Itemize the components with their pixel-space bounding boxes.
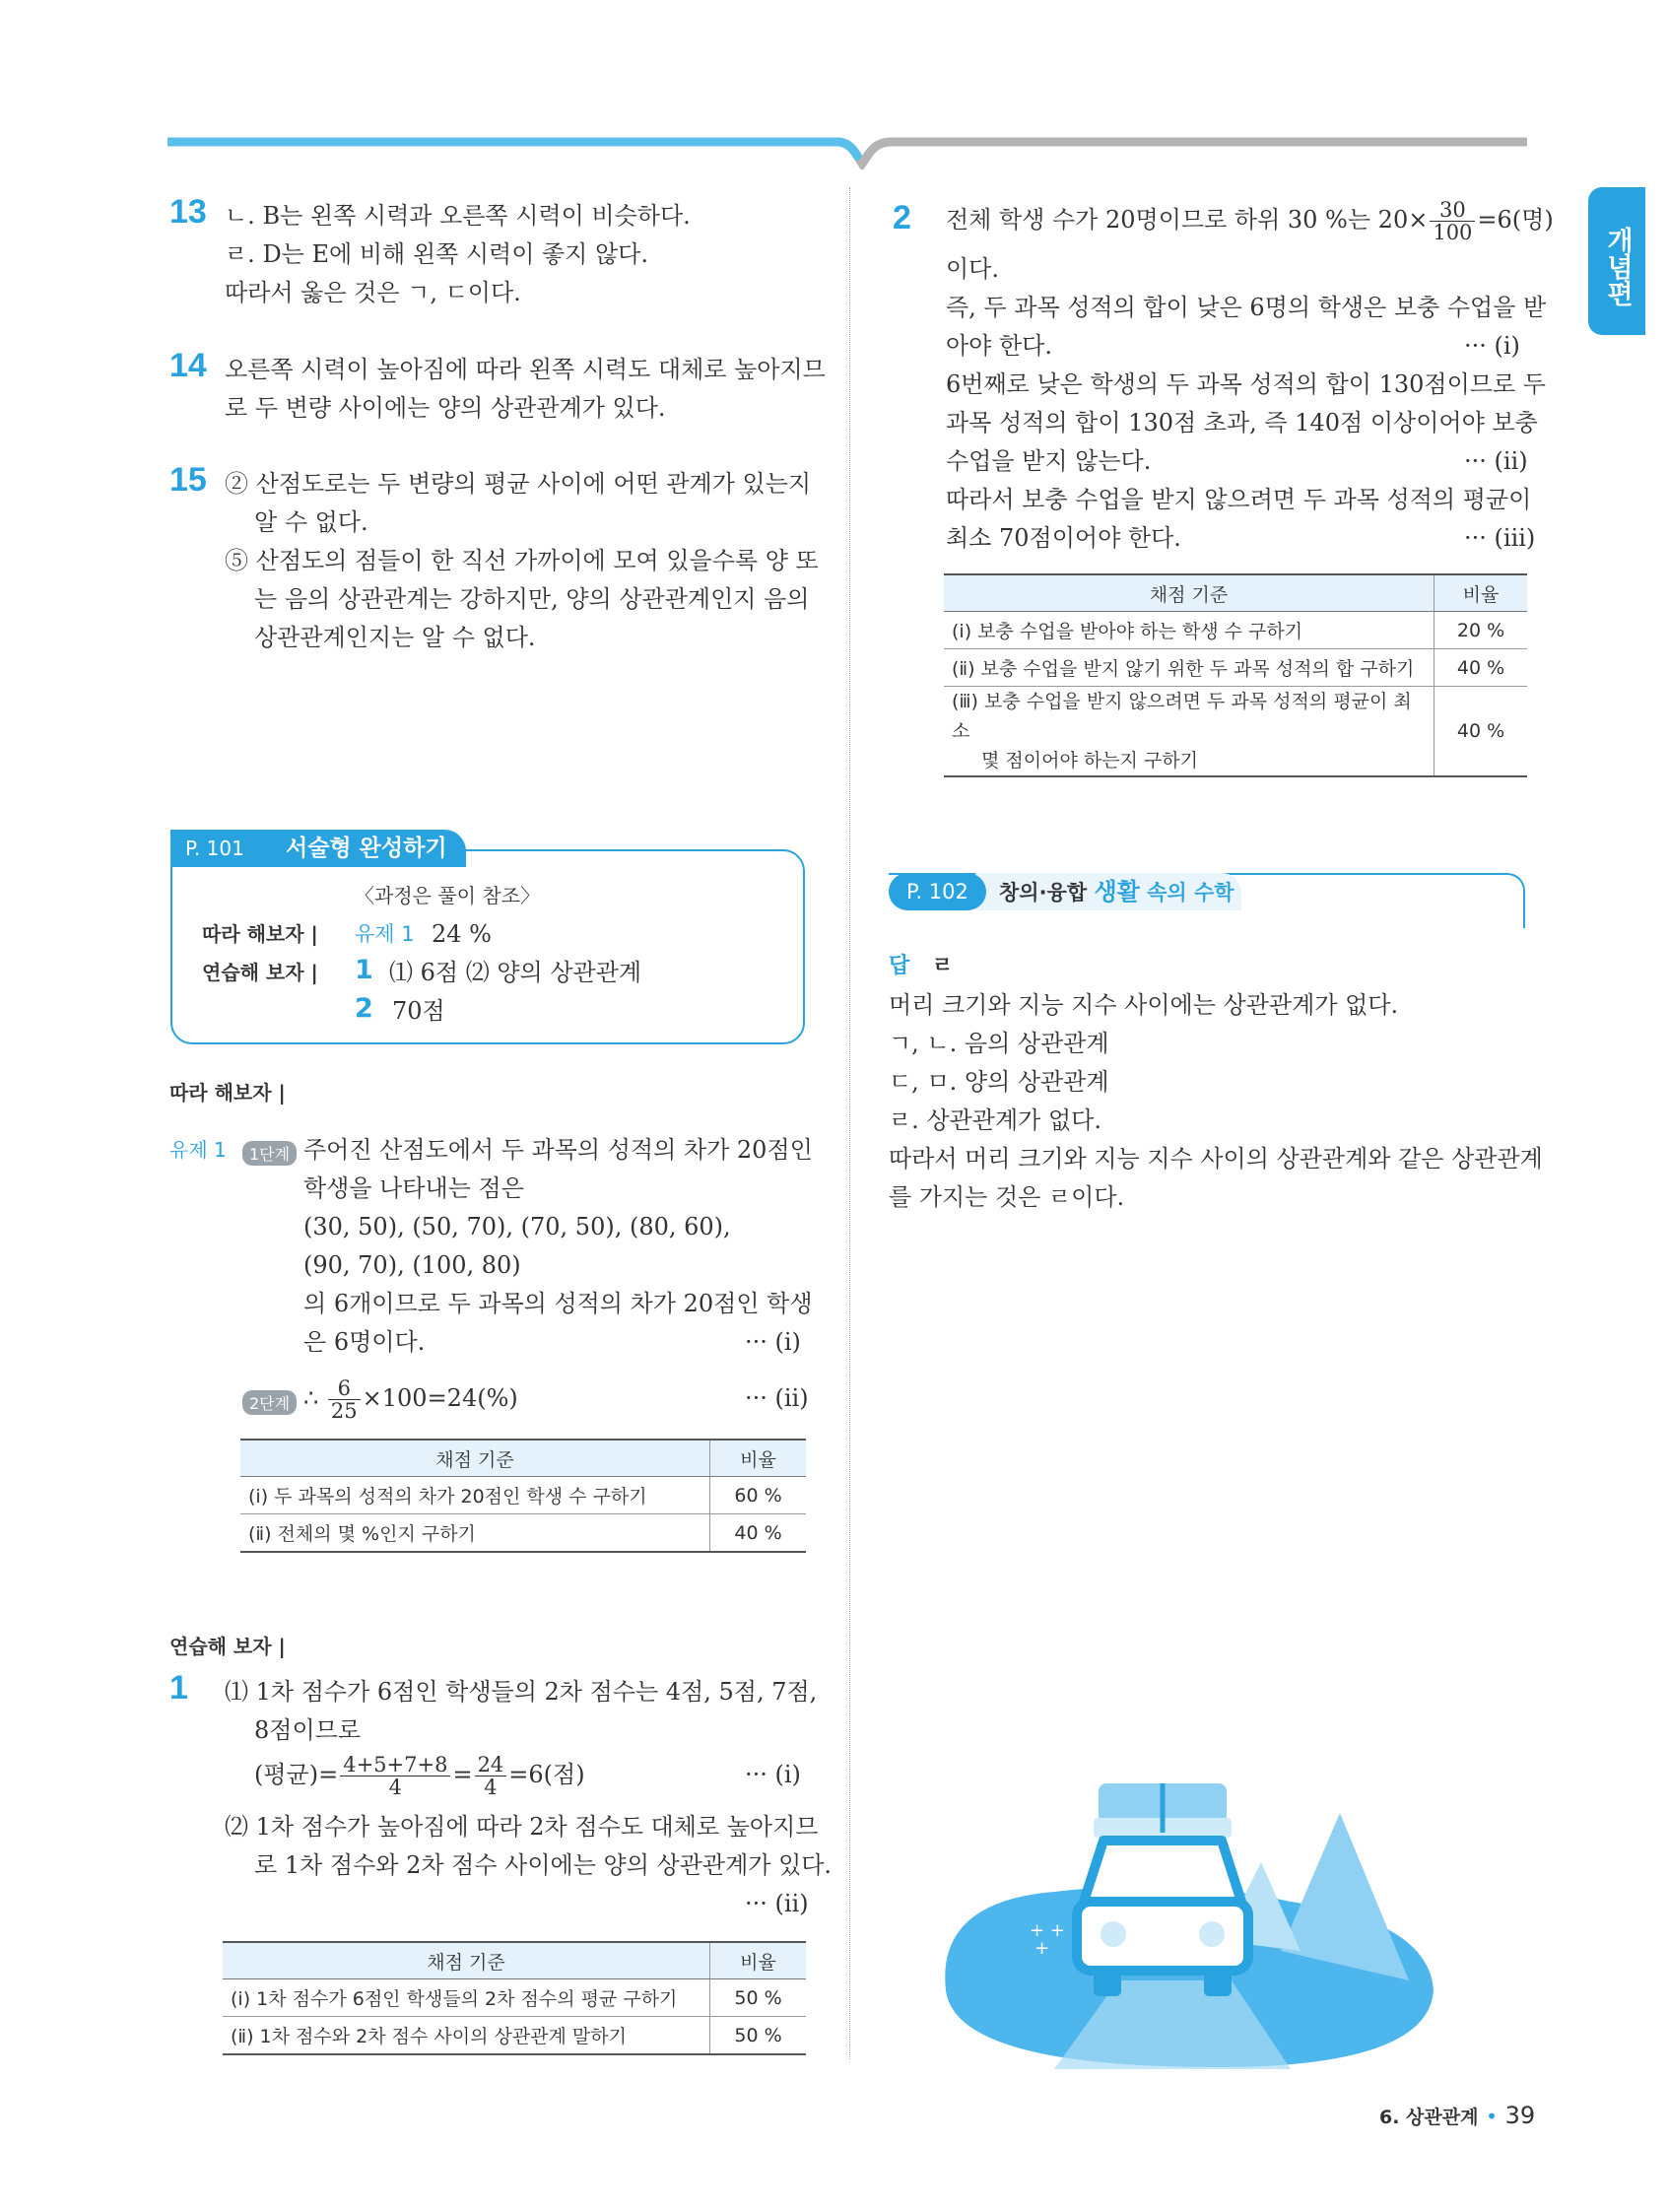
svg-text:+: +: [1034, 1938, 1050, 1959]
q2-number: 2: [893, 199, 911, 236]
table-cell: (ⅱ) 전체의 몇 %인지 구하기: [240, 1514, 710, 1553]
p102-title-a: 창의·융합: [999, 881, 1088, 905]
q2-text: =6(명): [1477, 206, 1554, 234]
practice-criteria-table: [223, 1941, 806, 2055]
q2-mark: ··· (ⅱ): [1464, 447, 1528, 475]
avg-rest: =6(점): [508, 1761, 585, 1788]
avg-numerator: 24: [475, 1754, 507, 1776]
q2-line: 과목 성적의 합이 130점 초과, 즉 140점 이상이어야 보충: [946, 409, 1538, 436]
calc-numerator: 6: [328, 1377, 361, 1400]
page-footer: [1379, 2099, 1535, 2134]
table-cell: (ⅰ) 두 과목의 성적의 차가 20점인 학생 수 구하기: [240, 1477, 710, 1514]
summary-row1-value: 24 %: [432, 920, 492, 948]
q2-numerator: 30: [1430, 199, 1475, 222]
q14-line: 로 두 변량 사이에는 양의 상관관계가 있다.: [225, 394, 666, 422]
table-cell: 40 %: [1434, 649, 1528, 687]
summary-row2-value: ⑴ 6점 ⑵ 양의 상관관계: [389, 959, 642, 986]
table-row: [240, 1477, 806, 1514]
practice-line: ⑵ 1차 점수가 높아짐에 따라 2차 점수도 대체로 높아지므: [225, 1813, 819, 1841]
q2-line: 따라서 보충 수업을 받지 않으려면 두 과목 성적의 평균이: [946, 486, 1532, 513]
table-row: [223, 2017, 806, 2055]
q2-line: 수업을 받지 않는다.: [946, 447, 1152, 475]
q15-line: 는 음의 상관관계는 강하지만, 양의 상관관계인지 음의: [254, 585, 810, 613]
q14-number: 14: [169, 347, 207, 384]
follow-line: 의 6개이므로 두 과목의 성적의 차가 20점인 학생: [303, 1290, 813, 1317]
summary-title: 서술형 완성하기: [286, 836, 447, 861]
table-cell: 40 %: [1434, 687, 1528, 777]
equals-sign: =: [452, 1761, 473, 1788]
header-bar: [167, 134, 1527, 169]
table-row: [223, 1979, 806, 2017]
practice-line: ⑴ 1차 점수가 6점인 학생들의 2차 점수는 4점, 5점, 7점,: [225, 1678, 818, 1706]
q2-line1: [946, 193, 1554, 246]
q13-line: 따라서 옳은 것은 ㄱ, ㄷ이다.: [225, 279, 521, 306]
follow-heading: 따라 해보자 |: [169, 1081, 286, 1105]
follow-line: 은 6명이다.: [303, 1328, 426, 1356]
q2-criteria-table: [944, 573, 1527, 777]
q13-line: ㄴ. B는 왼쪽 시력과 오른쪽 시력이 비슷하다.: [225, 202, 691, 230]
q15-number: 15: [169, 461, 207, 499]
q15-line: 알 수 없다.: [254, 508, 368, 536]
answer-label: 답: [889, 954, 910, 978]
column-divider: [849, 187, 850, 2059]
summary-row3-value: 70점: [392, 997, 445, 1025]
q15-line: ⑤ 산점도의 점들이 한 직선 가까이에 모여 있을수록 양 또: [225, 547, 819, 574]
follow-line: (90, 70), (100, 80): [303, 1251, 521, 1279]
q13-number: 13: [169, 193, 207, 231]
q13-line: ㄹ. D는 E에 비해 왼쪽 시력이 좋지 않다.: [225, 240, 648, 268]
p102-title: [999, 873, 1234, 911]
avg-numerator: 4+5+7+8: [340, 1754, 450, 1776]
follow-mark1: ··· (ⅰ): [745, 1328, 801, 1356]
therefore-sign: ∴: [303, 1384, 319, 1412]
footer-bullet: •: [1486, 2105, 1498, 2128]
p102-line: ㄹ. 상관관계가 없다.: [889, 1106, 1101, 1134]
table-row: [944, 687, 1527, 777]
step1-badge: 1단계: [242, 1141, 297, 1166]
follow-line: 주어진 산점도에서 두 과목의 성적의 차가 20점인: [303, 1136, 813, 1164]
q2-mark: ··· (ⅰ): [1464, 332, 1520, 360]
q2-line: 이다.: [946, 255, 999, 283]
follow-item: 유제 1: [169, 1138, 227, 1162]
practice-mark2: ··· (ⅱ): [745, 1890, 809, 1917]
table-header: 채점 기준: [944, 574, 1434, 612]
follow-line: (30, 50), (50, 70), (70, 50), (80, 60),: [303, 1213, 731, 1240]
table-cell: 50 %: [710, 1979, 807, 2017]
page-number: 39: [1504, 2102, 1536, 2129]
practice-line: 로 1차 점수와 2차 점수 사이에는 양의 상관관계가 있다.: [254, 1851, 833, 1879]
practice-number: 1: [169, 1669, 188, 1707]
practice-line: 8점이므로: [254, 1716, 362, 1744]
answer-value: ㄹ: [932, 954, 954, 978]
summary-note: 〈과정은 풀이 참조〉: [355, 884, 540, 907]
follow-mark2: ··· (ⅱ): [745, 1384, 809, 1412]
q2-mark: ··· (ⅲ): [1464, 524, 1536, 552]
table-row: [944, 649, 1527, 687]
practice-mark1: ··· (ⅰ): [745, 1761, 801, 1788]
summary-row3-num: 2: [355, 993, 373, 1024]
summary-row1-label: 따라 해보자 |: [202, 922, 318, 946]
p102-line: 머리 크기와 지능 지수 사이에는 상관관계가 없다.: [889, 991, 1399, 1019]
p102-title-c: 속의 수학: [1147, 881, 1234, 905]
table-cell: 50 %: [710, 2017, 807, 2055]
q2-denominator: 100: [1433, 221, 1473, 244]
summary-row2-num: 1: [355, 955, 373, 985]
footer-chapter: 6. 상관관계: [1379, 2107, 1479, 2128]
follow-line: 학생을 나타내는 점은: [303, 1174, 524, 1202]
q2-line: 즉, 두 과목 성적의 합이 낮은 6명의 학생은 보충 수업을 받: [946, 294, 1547, 321]
table-cell: 20 %: [1434, 612, 1528, 649]
calc-rest: ×100=24(%): [362, 1384, 518, 1412]
side-tab-label: 개념편: [1602, 227, 1633, 306]
svg-text:+ +: + +: [1030, 1920, 1065, 1941]
q2-text: 전체 학생 수가 20명이므로 하위 30 %는 20×: [946, 206, 1429, 234]
summary-row1-item: 유제 1: [355, 922, 415, 946]
table-cell: 60 %: [710, 1477, 807, 1514]
summary-page: P. 101: [185, 837, 244, 860]
table-cell: (ⅰ) 1차 점수가 6점인 학생들의 2차 점수의 평균 구하기: [223, 1979, 710, 2017]
practice-average: [254, 1748, 585, 1801]
table-header: 비율: [710, 1942, 807, 1979]
p102-line: ㄱ, ㄴ. 음의 상관관계: [889, 1030, 1109, 1057]
table-cell: (ⅱ) 보충 수업을 받지 않기 위한 두 과목 성적의 합 구하기: [944, 649, 1434, 687]
p102-line: ㄷ, ㅁ. 양의 상관관계: [889, 1068, 1109, 1096]
q2-line: 6번째로 낮은 학생의 두 과목 성적의 합이 130점이므로 두: [946, 370, 1546, 398]
table-cell: (ⅲ) 보충 수업을 받지 않으려면 두 과목 성적의 평균이 최소: [952, 691, 1412, 742]
calc-denominator: 25: [330, 1399, 358, 1423]
table-cell: (ⅰ) 보충 수업을 받아야 하는 학생 수 구하기: [944, 612, 1434, 649]
avg-denominator: 4: [388, 1776, 403, 1799]
table-header: 채점 기준: [223, 1942, 710, 1979]
p102-line: 를 가지는 것은 ㄹ이다.: [889, 1183, 1125, 1211]
follow-calc: [303, 1372, 518, 1425]
practice-heading: 연습해 보자 |: [169, 1635, 286, 1658]
table-header: 비율: [710, 1440, 807, 1477]
q2-line: 최소 70점이어야 한다.: [946, 524, 1181, 552]
table-header: 비율: [1434, 574, 1528, 612]
summary-row2-label: 연습해 보자 |: [202, 961, 318, 984]
q15-line: 상관관계인지는 알 수 없다.: [254, 624, 536, 651]
avg-denominator: 4: [484, 1776, 498, 1799]
avg-prefix: (평균)=: [254, 1761, 339, 1788]
table-cell: 몇 점이어야 하는지 구하기: [981, 750, 1199, 771]
q14-line: 오른쪽 시력이 높아짐에 따라 왼쪽 시력도 대체로 높아지므: [225, 356, 826, 383]
table-cell: 40 %: [710, 1514, 807, 1553]
q2-line: 아야 한다.: [946, 332, 1052, 360]
table-row: [944, 612, 1527, 649]
p102-line: 따라서 머리 크기와 지능 지수 사이의 상관관계와 같은 상관관계: [889, 1145, 1543, 1173]
step2-badge: 2단계: [242, 1390, 297, 1415]
table-row: [240, 1514, 806, 1553]
car-travel-illustration: [936, 1754, 1448, 2069]
p102-page: P. 102: [889, 873, 986, 910]
table-cell: (ⅱ) 1차 점수와 2차 점수 사이의 상관관계 말하기: [223, 2017, 710, 2055]
table-header: 채점 기준: [240, 1440, 710, 1477]
q15-line: ② 산점도로는 두 변량의 평균 사이에 어떤 관계가 있는지: [225, 470, 812, 498]
follow-criteria-table: [240, 1439, 806, 1553]
p102-title-b: 생활: [1094, 878, 1140, 905]
side-tab[interactable]: [1588, 187, 1645, 335]
